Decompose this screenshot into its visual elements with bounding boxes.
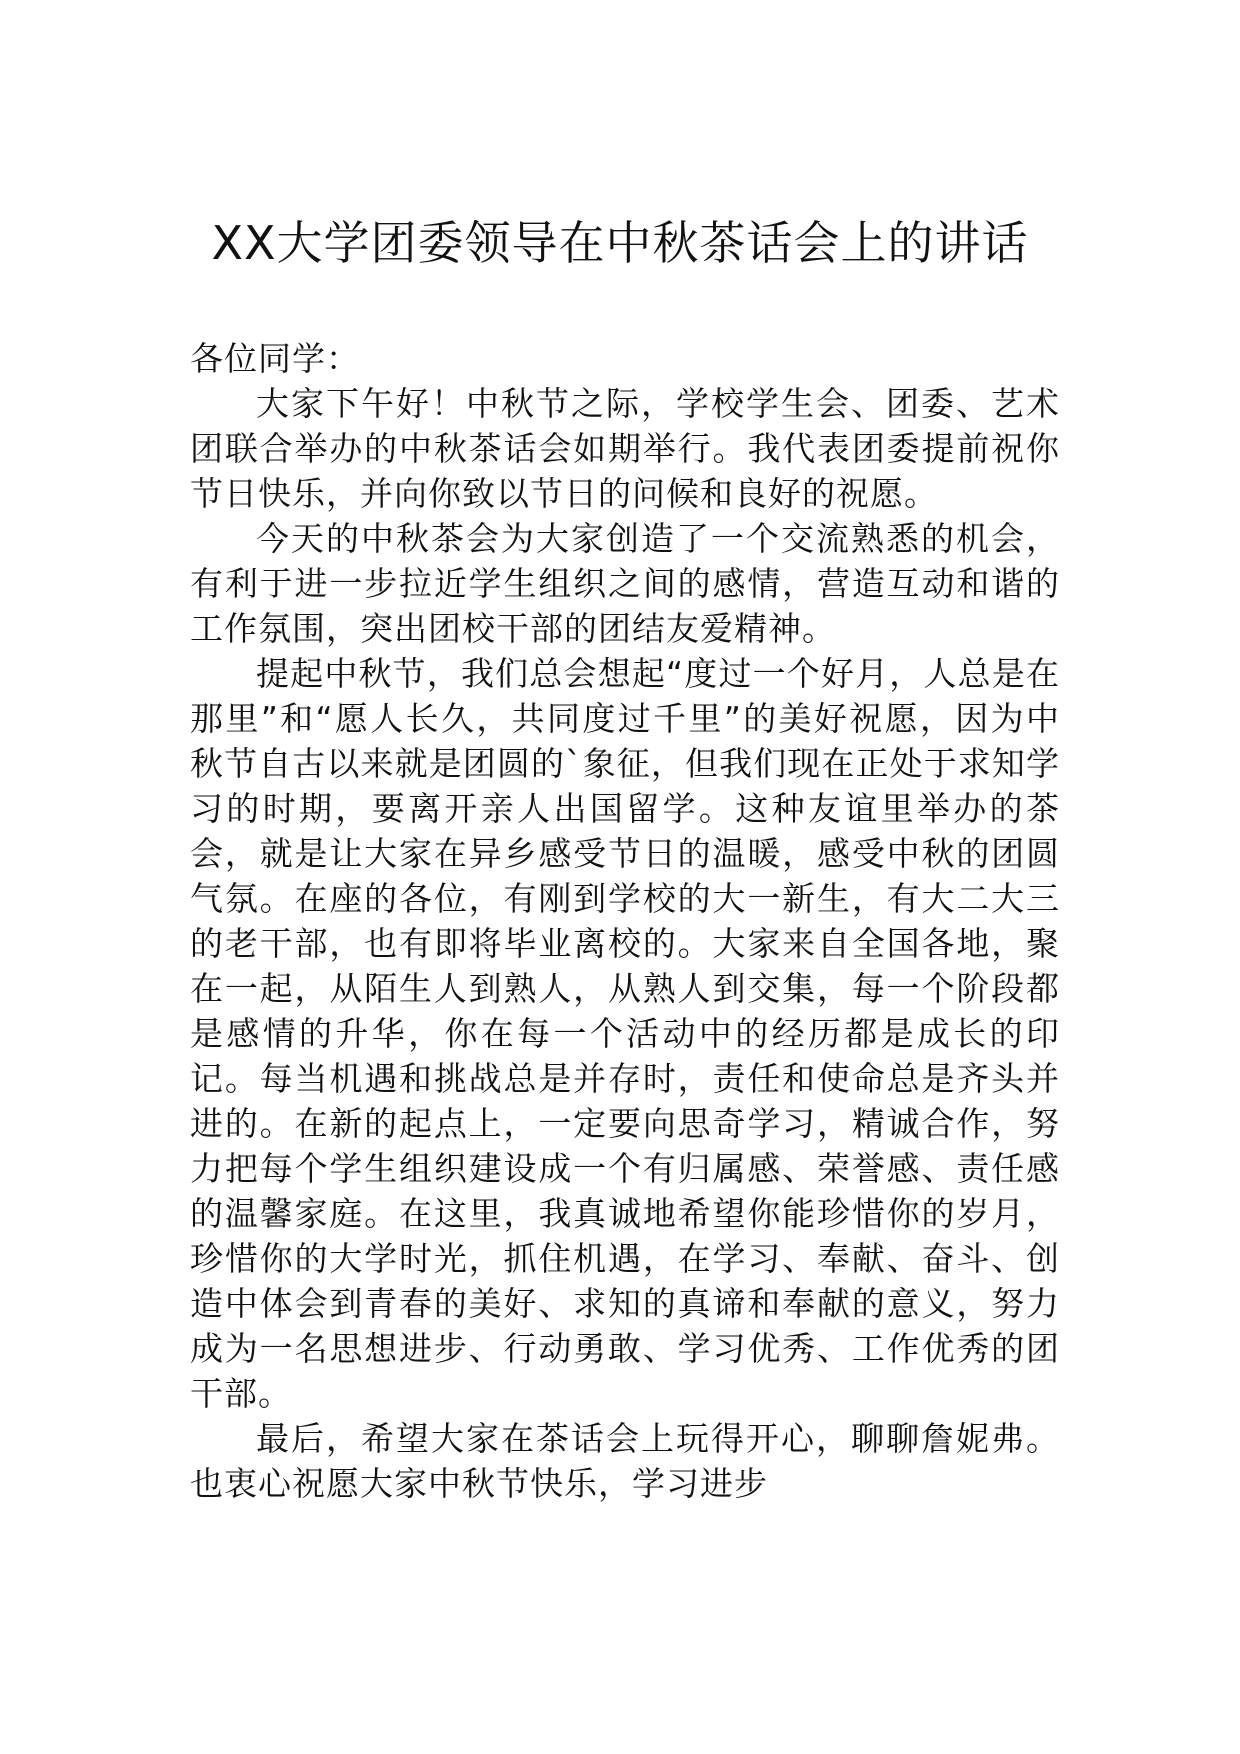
document-title: XX大学团委领导在中秋茶话会上的讲话: [211, 216, 1029, 270]
paragraph-closing: 最后，希望大家在茶话会上玩得开心，聊聊詹妮弗。也衷心祝愿大家中秋节快乐，学习进步: [190, 1419, 1060, 1503]
document-body: [190, 336, 1060, 1506]
paragraph-greeting: 大家下午好！中秋节之际，学校学生会、团委、艺术团联合举办的中秋茶话会如期举行。我代表团委提前祝你节日快乐，并向你致以节日的问候和良好的祝愿。: [190, 384, 1060, 513]
paragraph-mid-autumn: 提起中秋节，我们总会想起“度过一个好月，人总是在那里”和“愿人长久，共同度过千里”的美好祝愿，因为中秋节自古以来就是团圆的`象征，但我们现在正处于求知学习的时期，要离开亲人出国留学。这种友谊里举办的茶会，就是让大家在异乡感受节日的温暖，感受中秋的团圆气氛。在座的各位，有刚到学校的大一新生，有大二大三的老干部，也有即将毕业离校的。大家来自全国各地，聚在一起，从陌生人到熟人，从熟人到交集，每一个阶段都是感情的升华，你在每一个活动中的经历都是成长的印记。每当机遇和挑战总是并存时，责任和使命总是齐头并进的。在新的起点上，一定要向思奇学习，精诚合作，努力把每个学生组织建设成一个有归属感、荣誉感、责任感的温馨家庭。在这里，我真诚地希望你能珍惜你的岁月，珍惜你的大学时光，抓住机遇，在学习、奉献、奋斗、创造中体会到青春的美好、求知的真谛和奉献的意义，努力成为一名思想进步、行动勇敢、学习优秀、工作优秀的团干部。: [190, 654, 1060, 1413]
salutation: 各位同学：: [190, 339, 360, 378]
paragraph-purpose: 今天的中秋茶会为大家创造了一个交流熟悉的机会，有利于进一步拉近学生组织之间的感情，营造互动和谐的工作氛围，突出团校干部的团结友爱精神。: [190, 519, 1060, 648]
